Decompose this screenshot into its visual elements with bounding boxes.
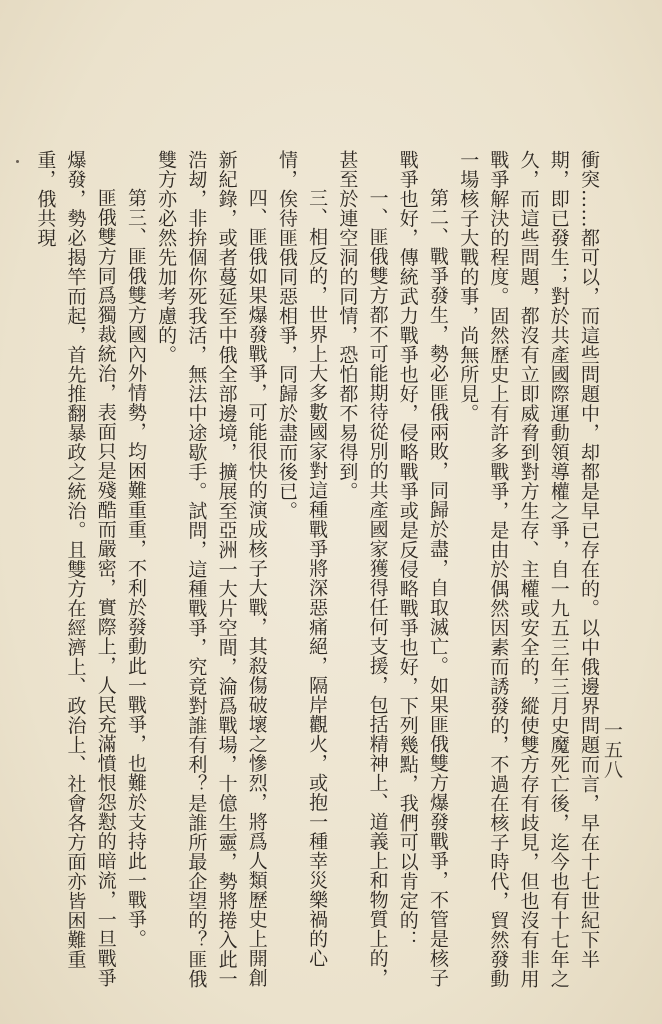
paragraph-intro: 衝突……都可以，而這些問題中，却都是早已存在的。以中俄邊界問題而言，早在十七世紀下半期，即已發生；對於共產國際運動領導權之爭，自一九五三年三月史魔死亡後，迄今也有十七年之久，而這些問題，都沒有立即威脅到對方生存、主權或安全的，縱使雙方存有歧見，但也沒有非用戰爭解決的程度。固然歷史上有許多戰爭，是由於偶然因素而誘發的，不過在核子時代，貿然發動一場核子大戰的事，尚無所見。 (457, 150, 600, 989)
paragraph-domestic-situation: 匪俄雙方同爲獨裁統治，表面只是殘酷而嚴密，實際上，人民充滿憤恨怨懟的暗流，一旦戰爭爆發，勢必揭竿而起，首先推翻暴政之統治。且雙方在經濟上、政治上、社會各方面亦皆困難重重，俄共現 (34, 150, 117, 988)
paper-speck (16, 160, 19, 163)
paragraph-item-one: 一、匪俄雙方都不可能期待從別的共產國家獲得任何支援，包括精神上、道義上和物質上的，甚至於連空洞的同情，恐怕都不易得到。 (336, 150, 389, 988)
paragraph-item-four: 四、匪俄如果爆發戰爭，可能很快的演成核子大戰，其殺傷破壞之慘烈，將爲人類歷史上開創新紀錄，或者蔓延至中俄全部邊境，擴展至亞洲一大片空間，淪爲戰場，十億生靈，勢將捲入此一浩刼，非拚個你死我活，無法中途歇手。試問，這種戰爭，究竟對誰有利？是誰所最企望的？匪俄雙方亦必然先加考慮的。 (155, 150, 268, 989)
page-number: 一五八 (601, 720, 623, 780)
paragraph-item-three: 三、相反的，世界上大多數國家對這種戰爭將深惡痛絕，隔岸觀火，或抱一種幸災樂禍的心情，俟待匪俄同惡相爭，同歸於盡而後已。 (275, 150, 329, 968)
paragraph-point-two: 第二、戰爭發生，勢必匪俄兩敗，同歸於盡，自取滅亡。如果匪俄雙方爆發戰爭，不管是核子戰爭也好，傳統武力戰爭也好，侵略戰爭或是反侵略戰爭也好，下列幾點，我們可以肯定的： (396, 150, 449, 988)
body-text (30, 150, 604, 1000)
paragraph-point-three: 第三、匪俄雙方國內外情勢，均困難重重，不利於發動此一戰爭，也難於支持此一戰爭。 (124, 188, 147, 949)
